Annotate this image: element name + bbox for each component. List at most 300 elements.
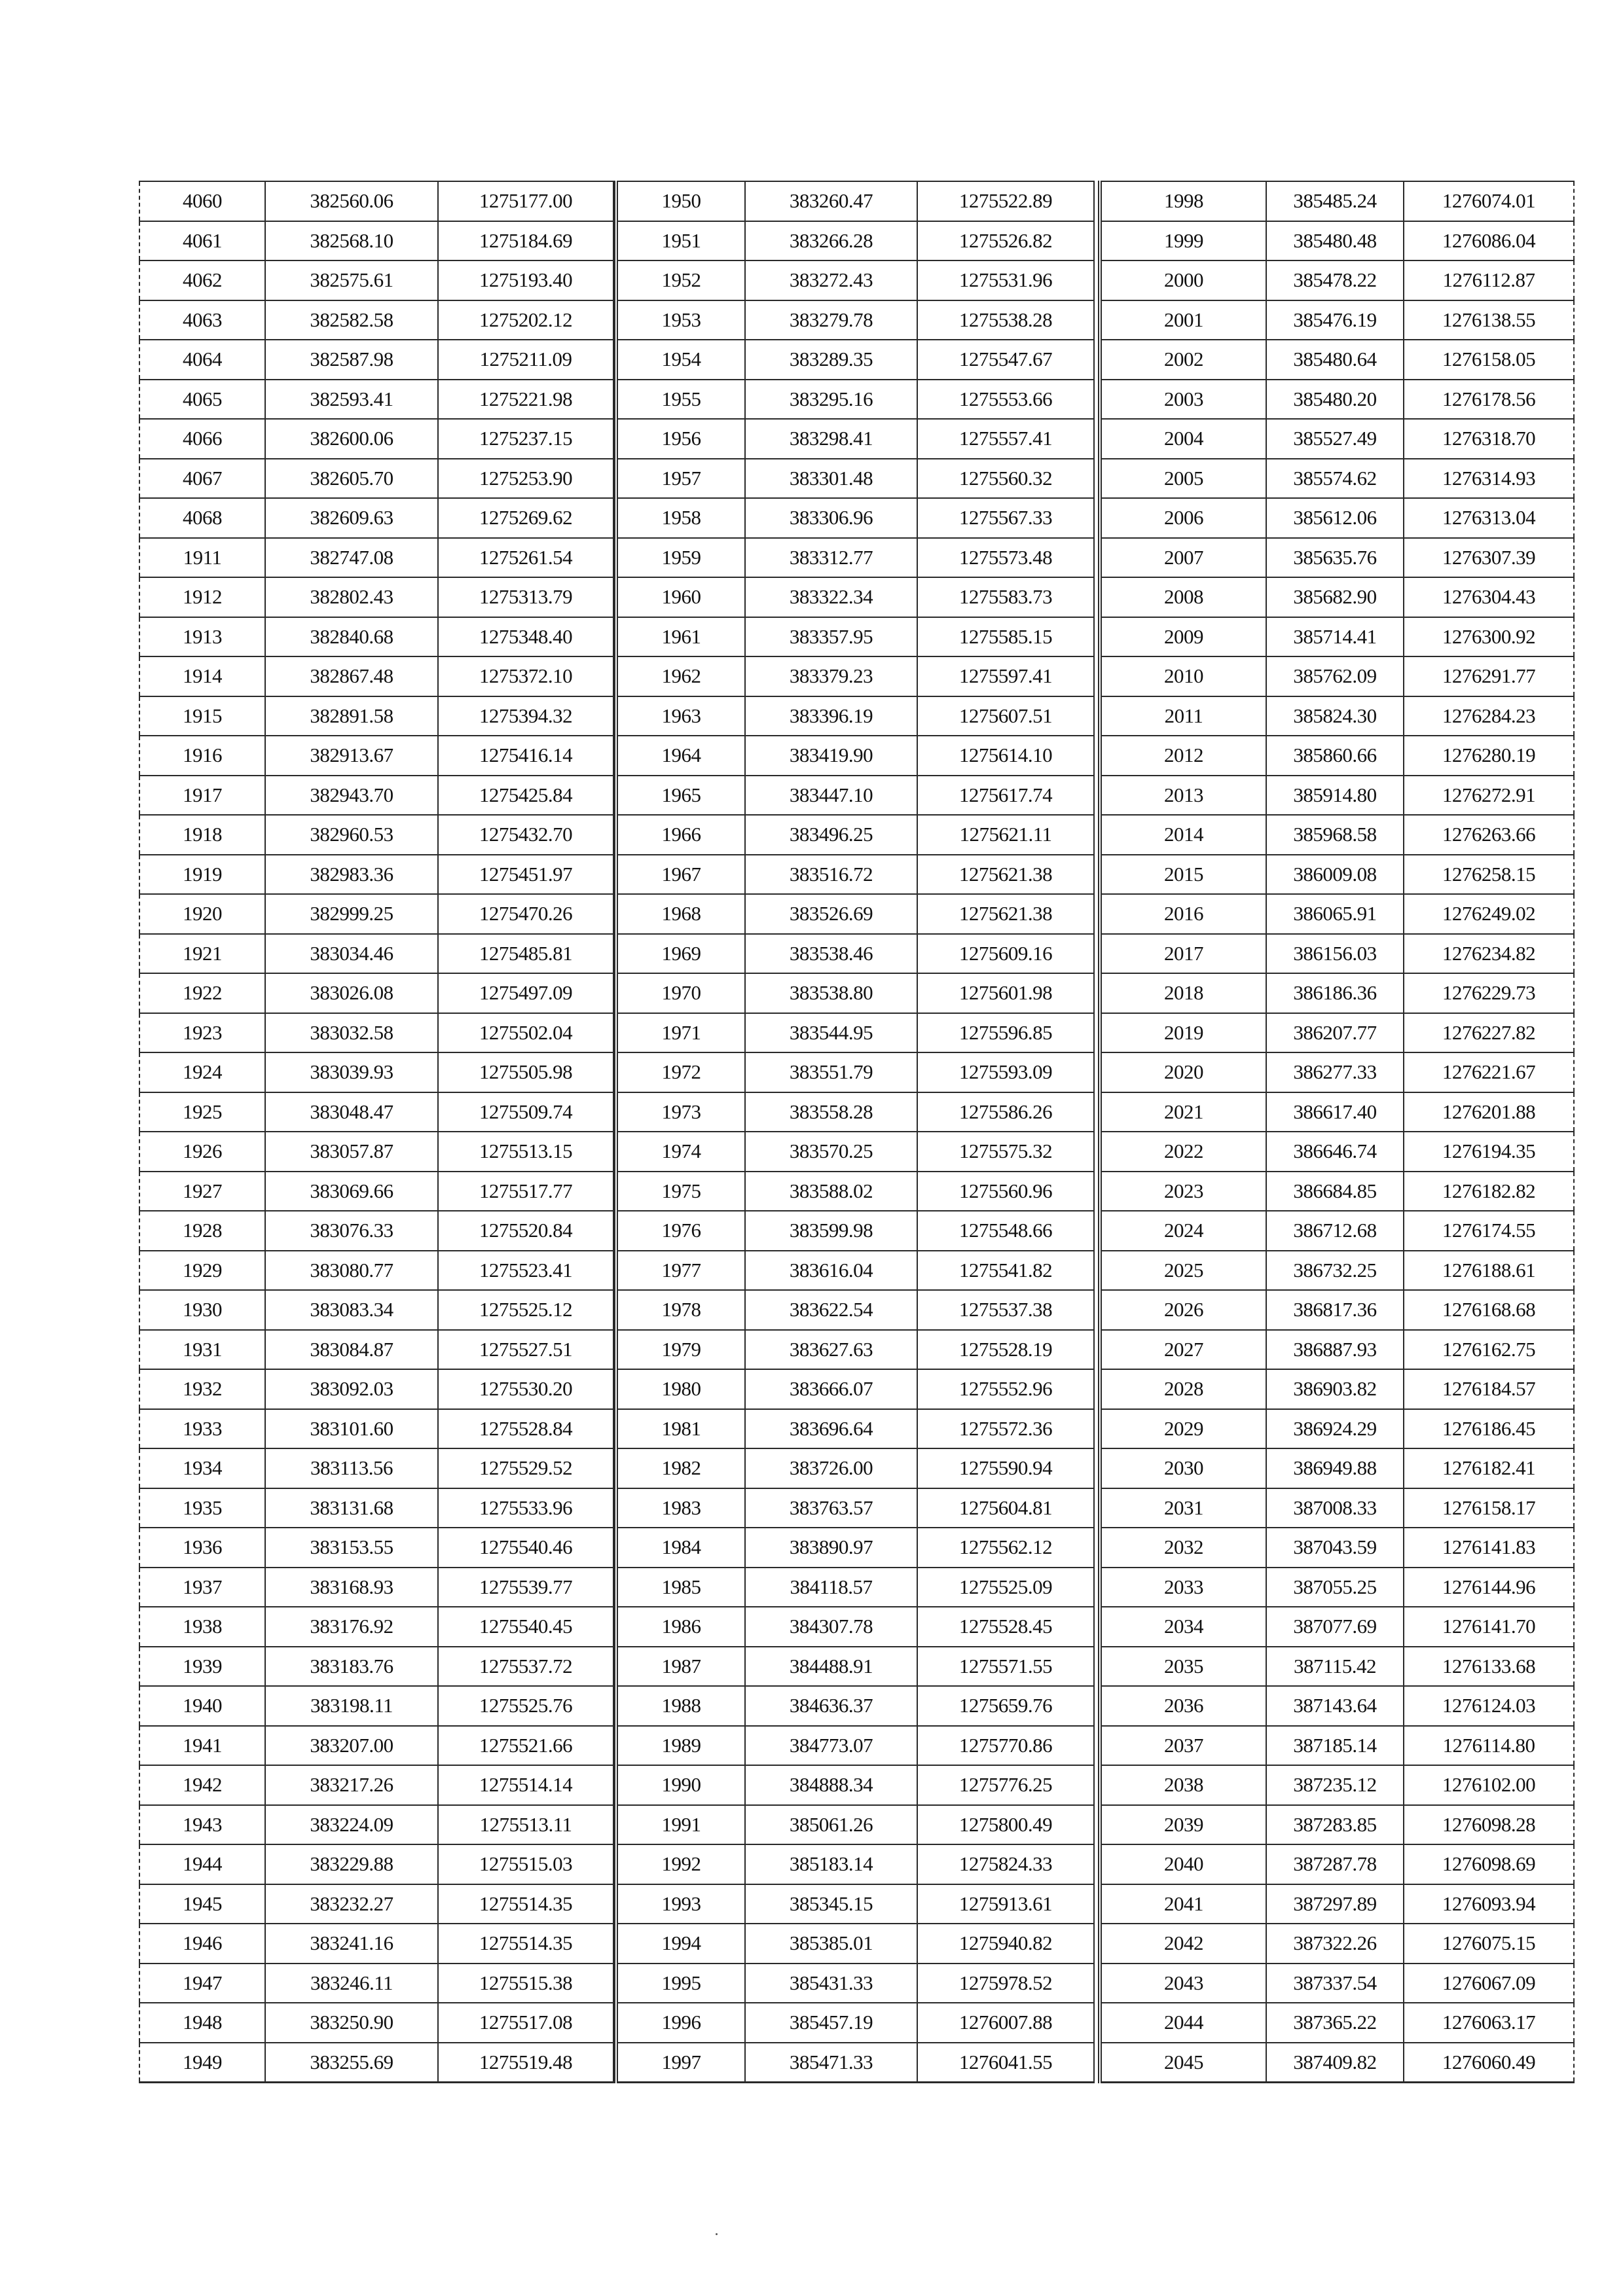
table-row	[616, 973, 1094, 1013]
point-number-cell: 1968	[616, 894, 745, 934]
table-row	[1100, 2043, 1574, 2083]
x-coordinate-cell: 382913.67	[265, 736, 438, 776]
y-coordinate-cell: 1275269.62	[438, 498, 613, 538]
table-row	[616, 1052, 1094, 1092]
point-number-cell: 1936	[139, 1528, 265, 1568]
point-number-cell: 1981	[616, 1409, 745, 1449]
point-number-cell: 1944	[139, 1844, 265, 1884]
y-coordinate-cell: 1275533.96	[438, 1488, 613, 1528]
table-row	[139, 855, 613, 895]
x-coordinate-cell: 382587.98	[265, 340, 438, 380]
y-coordinate-cell: 1275531.96	[917, 260, 1094, 300]
table-row	[1100, 538, 1574, 578]
y-coordinate-cell: 1275601.98	[917, 973, 1094, 1013]
table-row	[139, 340, 613, 380]
x-coordinate-cell: 383246.11	[265, 1964, 438, 2003]
x-coordinate-cell: 383232.27	[265, 1884, 438, 1924]
point-number-cell: 1949	[139, 2043, 265, 2083]
point-number-cell: 1994	[616, 1924, 745, 1964]
point-number-cell: 1979	[616, 1330, 745, 1370]
y-coordinate-cell: 1276124.03	[1404, 1686, 1574, 1726]
table-row	[139, 498, 613, 538]
y-coordinate-cell: 1276280.19	[1404, 736, 1574, 776]
point-number-cell: 1946	[139, 1924, 265, 1964]
x-coordinate-cell: 383255.69	[265, 2043, 438, 2083]
table-row	[139, 1448, 613, 1488]
point-number-cell: 1961	[616, 617, 745, 657]
coordinate-table-block-1	[139, 181, 614, 2083]
x-coordinate-cell: 382582.58	[265, 300, 438, 340]
x-coordinate-cell: 384888.34	[745, 1765, 917, 1805]
point-number-cell: 4060	[139, 181, 265, 221]
point-number-cell: 2039	[1100, 1805, 1266, 1845]
table-row	[139, 1409, 613, 1449]
point-number-cell: 1934	[139, 1448, 265, 1488]
x-coordinate-cell: 386903.82	[1266, 1369, 1404, 1409]
point-number-cell: 1929	[139, 1251, 265, 1291]
y-coordinate-cell: 1275497.09	[438, 973, 613, 1013]
table-row	[139, 1488, 613, 1528]
point-number-cell: 2001	[1100, 300, 1266, 340]
table-row	[1100, 498, 1574, 538]
x-coordinate-cell: 383034.46	[265, 934, 438, 974]
x-coordinate-cell: 383622.54	[745, 1290, 917, 1330]
point-number-cell: 2043	[1100, 1964, 1266, 2003]
y-coordinate-cell: 1275509.74	[438, 1092, 613, 1132]
point-number-cell: 2015	[1100, 855, 1266, 895]
x-coordinate-cell: 383599.98	[745, 1211, 917, 1251]
table-row	[1100, 221, 1574, 261]
table-row	[1100, 181, 1574, 221]
table-row	[1100, 1568, 1574, 1607]
point-number-cell: 1927	[139, 1172, 265, 1211]
y-coordinate-cell: 1275517.77	[438, 1172, 613, 1211]
y-coordinate-cell: 1276178.56	[1404, 380, 1574, 420]
y-coordinate-cell: 1276144.96	[1404, 1568, 1574, 1607]
x-coordinate-cell: 385527.49	[1266, 419, 1404, 459]
point-number-cell: 1980	[616, 1369, 745, 1409]
point-number-cell: 1959	[616, 538, 745, 578]
table-row	[616, 1686, 1094, 1726]
x-coordinate-cell: 383084.87	[265, 1330, 438, 1370]
y-coordinate-cell: 1275521.66	[438, 1726, 613, 1766]
x-coordinate-cell: 387283.85	[1266, 1805, 1404, 1845]
point-number-cell: 4067	[139, 459, 265, 499]
table-row	[1100, 1686, 1574, 1726]
table-row	[1100, 1924, 1574, 1964]
y-coordinate-cell: 1275261.54	[438, 538, 613, 578]
y-coordinate-cell: 1275978.52	[917, 1964, 1094, 2003]
y-coordinate-cell: 1275571.55	[917, 1647, 1094, 1687]
point-number-cell: 1956	[616, 419, 745, 459]
point-number-cell: 1938	[139, 1607, 265, 1647]
table-row	[616, 1607, 1094, 1647]
y-coordinate-cell: 1276227.82	[1404, 1013, 1574, 1053]
y-coordinate-cell: 1275451.97	[438, 855, 613, 895]
table-row	[1100, 459, 1574, 499]
point-number-cell: 2038	[1100, 1765, 1266, 1805]
y-coordinate-cell: 1275253.90	[438, 459, 613, 499]
point-number-cell: 2021	[1100, 1092, 1266, 1132]
x-coordinate-cell: 382867.48	[265, 656, 438, 696]
y-coordinate-cell: 1275552.96	[917, 1369, 1094, 1409]
x-coordinate-cell: 383250.90	[265, 2003, 438, 2043]
point-number-cell: 1926	[139, 1132, 265, 1172]
x-coordinate-cell: 383241.16	[265, 1924, 438, 1964]
point-number-cell: 2008	[1100, 577, 1266, 617]
table-row	[139, 1568, 613, 1607]
y-coordinate-cell: 1276188.61	[1404, 1251, 1574, 1291]
x-coordinate-cell: 382999.25	[265, 894, 438, 934]
point-number-cell: 2023	[1100, 1172, 1266, 1211]
table-row	[616, 300, 1094, 340]
point-number-cell: 1971	[616, 1013, 745, 1053]
x-coordinate-cell: 383312.77	[745, 538, 917, 578]
x-coordinate-cell: 383032.58	[265, 1013, 438, 1053]
x-coordinate-cell: 386156.03	[1266, 934, 1404, 974]
table-row	[1100, 300, 1574, 340]
table-row	[139, 1884, 613, 1924]
x-coordinate-cell: 383080.77	[265, 1251, 438, 1291]
y-coordinate-cell: 1276182.82	[1404, 1172, 1574, 1211]
point-number-cell: 1990	[616, 1765, 745, 1805]
table-row	[139, 577, 613, 617]
point-number-cell: 1933	[139, 1409, 265, 1449]
x-coordinate-cell: 387235.12	[1266, 1765, 1404, 1805]
table-row	[139, 1805, 613, 1845]
x-coordinate-cell: 383588.02	[745, 1172, 917, 1211]
x-coordinate-cell: 383419.90	[745, 736, 917, 776]
table-row	[616, 736, 1094, 776]
point-number-cell: 1925	[139, 1092, 265, 1132]
point-number-cell: 2022	[1100, 1132, 1266, 1172]
y-coordinate-cell: 1275800.49	[917, 1805, 1094, 1845]
table-row	[1100, 1607, 1574, 1647]
x-coordinate-cell: 383570.25	[745, 1132, 917, 1172]
table-row	[616, 1884, 1094, 1924]
table-row	[139, 1013, 613, 1053]
y-coordinate-cell: 1275184.69	[438, 221, 613, 261]
table-row	[139, 1765, 613, 1805]
y-coordinate-cell: 1276272.91	[1404, 776, 1574, 816]
y-coordinate-cell: 1275659.76	[917, 1686, 1094, 1726]
y-coordinate-cell: 1276112.87	[1404, 260, 1574, 300]
table-row	[616, 2003, 1094, 2043]
x-coordinate-cell: 383538.46	[745, 934, 917, 974]
point-number-cell: 4068	[139, 498, 265, 538]
y-coordinate-cell: 1275567.33	[917, 498, 1094, 538]
y-coordinate-cell: 1276284.23	[1404, 696, 1574, 736]
x-coordinate-cell: 383131.68	[265, 1488, 438, 1528]
point-number-cell: 2044	[1100, 2003, 1266, 2043]
point-number-cell: 1970	[616, 973, 745, 1013]
x-coordinate-cell: 383298.41	[745, 419, 917, 459]
point-number-cell: 1986	[616, 1607, 745, 1647]
x-coordinate-cell: 387185.14	[1266, 1726, 1404, 1766]
y-coordinate-cell: 1275529.52	[438, 1448, 613, 1488]
y-coordinate-cell: 1276201.88	[1404, 1092, 1574, 1132]
y-coordinate-cell: 1275617.74	[917, 776, 1094, 816]
y-coordinate-cell: 1276060.49	[1404, 2043, 1574, 2083]
table-row	[1100, 776, 1574, 816]
point-number-cell: 2014	[1100, 815, 1266, 855]
x-coordinate-cell: 383496.25	[745, 815, 917, 855]
point-number-cell: 1912	[139, 577, 265, 617]
table-row	[1100, 973, 1574, 1013]
y-coordinate-cell: 1276098.28	[1404, 1805, 1574, 1845]
x-coordinate-cell: 383057.87	[265, 1132, 438, 1172]
point-number-cell: 1974	[616, 1132, 745, 1172]
y-coordinate-cell: 1275596.85	[917, 1013, 1094, 1053]
point-number-cell: 1942	[139, 1765, 265, 1805]
table-row	[616, 1488, 1094, 1528]
x-coordinate-cell: 386712.68	[1266, 1211, 1404, 1251]
x-coordinate-cell: 383039.93	[265, 1052, 438, 1092]
table-row	[139, 934, 613, 974]
x-coordinate-cell: 385714.41	[1266, 617, 1404, 657]
y-coordinate-cell: 1275528.19	[917, 1330, 1094, 1370]
y-coordinate-cell: 1276075.15	[1404, 1924, 1574, 1964]
table-row	[139, 459, 613, 499]
point-number-cell: 4064	[139, 340, 265, 380]
point-number-cell: 2009	[1100, 617, 1266, 657]
y-coordinate-cell: 1275539.77	[438, 1568, 613, 1607]
point-number-cell: 1998	[1100, 181, 1266, 221]
x-coordinate-cell: 386684.85	[1266, 1172, 1404, 1211]
x-coordinate-cell: 386732.25	[1266, 1251, 1404, 1291]
table-row	[1100, 1805, 1574, 1845]
table-row	[1100, 1013, 1574, 1053]
y-coordinate-cell: 1275372.10	[438, 656, 613, 696]
x-coordinate-cell: 385480.20	[1266, 380, 1404, 420]
table-row	[616, 538, 1094, 578]
table-row	[616, 1013, 1094, 1053]
table-row	[139, 1330, 613, 1370]
y-coordinate-cell: 1275621.11	[917, 815, 1094, 855]
table-row	[616, 696, 1094, 736]
y-coordinate-cell: 1275513.11	[438, 1805, 613, 1845]
y-coordinate-cell: 1275505.98	[438, 1052, 613, 1092]
x-coordinate-cell: 384773.07	[745, 1726, 917, 1766]
y-coordinate-cell: 1276300.92	[1404, 617, 1574, 657]
x-coordinate-cell: 386277.33	[1266, 1052, 1404, 1092]
point-number-cell: 2017	[1100, 934, 1266, 974]
table-row	[616, 577, 1094, 617]
table-row	[139, 1924, 613, 1964]
point-number-cell: 2031	[1100, 1488, 1266, 1528]
point-number-cell: 2006	[1100, 498, 1266, 538]
table-row	[139, 1092, 613, 1132]
x-coordinate-cell: 385385.01	[745, 1924, 917, 1964]
y-coordinate-cell: 1275515.03	[438, 1844, 613, 1884]
y-coordinate-cell: 1275573.48	[917, 538, 1094, 578]
y-coordinate-cell: 1275537.38	[917, 1290, 1094, 1330]
table-row	[1100, 696, 1574, 736]
table-row	[139, 1647, 613, 1687]
table-row	[139, 617, 613, 657]
table-row	[1100, 1528, 1574, 1568]
y-coordinate-cell: 1275553.66	[917, 380, 1094, 420]
point-number-cell: 1943	[139, 1805, 265, 1845]
x-coordinate-cell: 383101.60	[265, 1409, 438, 1449]
point-number-cell: 1962	[616, 656, 745, 696]
x-coordinate-cell: 383538.80	[745, 973, 917, 1013]
point-number-cell: 2027	[1100, 1330, 1266, 1370]
table-row	[139, 181, 613, 221]
y-coordinate-cell: 1275514.35	[438, 1924, 613, 1964]
table-row	[1100, 577, 1574, 617]
y-coordinate-cell: 1276318.70	[1404, 419, 1574, 459]
x-coordinate-cell: 383113.56	[265, 1448, 438, 1488]
y-coordinate-cell: 1276221.67	[1404, 1052, 1574, 1092]
point-number-cell: 1993	[616, 1884, 745, 1924]
y-coordinate-cell: 1275614.10	[917, 736, 1094, 776]
x-coordinate-cell: 385480.48	[1266, 221, 1404, 261]
y-coordinate-cell: 1275593.09	[917, 1052, 1094, 1092]
y-coordinate-cell: 1275548.66	[917, 1211, 1094, 1251]
y-coordinate-cell: 1276182.41	[1404, 1448, 1574, 1488]
x-coordinate-cell: 383198.11	[265, 1686, 438, 1726]
point-number-cell: 1950	[616, 181, 745, 221]
y-coordinate-cell: 1275514.14	[438, 1765, 613, 1805]
point-number-cell: 1960	[616, 577, 745, 617]
y-coordinate-cell: 1275776.25	[917, 1765, 1094, 1805]
point-number-cell: 2030	[1100, 1448, 1266, 1488]
point-number-cell: 1931	[139, 1330, 265, 1370]
x-coordinate-cell: 383763.57	[745, 1488, 917, 1528]
table-row	[1100, 815, 1574, 855]
table-row	[616, 1568, 1094, 1607]
table-row	[616, 617, 1094, 657]
y-coordinate-cell: 1275432.70	[438, 815, 613, 855]
y-coordinate-cell: 1276093.94	[1404, 1884, 1574, 1924]
point-number-cell: 2028	[1100, 1369, 1266, 1409]
x-coordinate-cell: 383176.92	[265, 1607, 438, 1647]
point-number-cell: 2033	[1100, 1568, 1266, 1607]
x-coordinate-cell: 382605.70	[265, 459, 438, 499]
y-coordinate-cell: 1275528.84	[438, 1409, 613, 1449]
x-coordinate-cell: 387043.59	[1266, 1528, 1404, 1568]
y-coordinate-cell: 1276141.70	[1404, 1607, 1574, 1647]
table-row	[1100, 1052, 1574, 1092]
table-row	[139, 1964, 613, 2003]
y-coordinate-cell: 1276138.55	[1404, 300, 1574, 340]
x-coordinate-cell: 382593.41	[265, 380, 438, 420]
point-number-cell: 1945	[139, 1884, 265, 1924]
point-number-cell: 1917	[139, 776, 265, 816]
point-number-cell: 1964	[616, 736, 745, 776]
point-number-cell: 1963	[616, 696, 745, 736]
x-coordinate-cell: 386065.91	[1266, 894, 1404, 934]
x-coordinate-cell: 382575.61	[265, 260, 438, 300]
point-number-cell: 2024	[1100, 1211, 1266, 1251]
y-coordinate-cell: 1276168.68	[1404, 1290, 1574, 1330]
y-coordinate-cell: 1275770.86	[917, 1726, 1094, 1766]
y-coordinate-cell: 1275575.32	[917, 1132, 1094, 1172]
y-coordinate-cell: 1275520.84	[438, 1211, 613, 1251]
y-coordinate-cell: 1275583.73	[917, 577, 1094, 617]
x-coordinate-cell: 386817.36	[1266, 1290, 1404, 1330]
table-row	[139, 1172, 613, 1211]
y-coordinate-cell: 1275597.41	[917, 656, 1094, 696]
point-number-cell: 2011	[1100, 696, 1266, 736]
x-coordinate-cell: 386617.40	[1266, 1092, 1404, 1132]
table-row	[139, 656, 613, 696]
y-coordinate-cell: 1275221.98	[438, 380, 613, 420]
y-coordinate-cell: 1276041.55	[917, 2043, 1094, 2083]
y-coordinate-cell: 1276313.04	[1404, 498, 1574, 538]
x-coordinate-cell: 387287.78	[1266, 1844, 1404, 1884]
table-row	[139, 1726, 613, 1766]
point-number-cell: 1939	[139, 1647, 265, 1687]
x-coordinate-cell: 385183.14	[745, 1844, 917, 1884]
x-coordinate-cell: 382983.36	[265, 855, 438, 895]
coordinate-table-block-3	[1098, 181, 1575, 2083]
x-coordinate-cell: 382840.68	[265, 617, 438, 657]
x-coordinate-cell: 383272.43	[745, 260, 917, 300]
point-number-cell: 2041	[1100, 1884, 1266, 1924]
point-number-cell: 1952	[616, 260, 745, 300]
x-coordinate-cell: 385480.64	[1266, 340, 1404, 380]
x-coordinate-cell: 385574.62	[1266, 459, 1404, 499]
y-coordinate-cell: 1276263.66	[1404, 815, 1574, 855]
scan-speck	[716, 2233, 718, 2235]
y-coordinate-cell: 1276133.68	[1404, 1647, 1574, 1687]
x-coordinate-cell: 383217.26	[265, 1765, 438, 1805]
point-number-cell: 4065	[139, 380, 265, 420]
table-row	[616, 1369, 1094, 1409]
point-number-cell: 2040	[1100, 1844, 1266, 1884]
y-coordinate-cell: 1275522.89	[917, 181, 1094, 221]
table-row	[1100, 855, 1574, 895]
y-coordinate-cell: 1275485.81	[438, 934, 613, 974]
table-row	[616, 855, 1094, 895]
x-coordinate-cell: 386949.88	[1266, 1448, 1404, 1488]
y-coordinate-cell: 1275527.51	[438, 1330, 613, 1370]
table-row	[616, 2043, 1094, 2083]
x-coordinate-cell: 382609.63	[265, 498, 438, 538]
y-coordinate-cell: 1275202.12	[438, 300, 613, 340]
y-coordinate-cell: 1275193.40	[438, 260, 613, 300]
y-coordinate-cell: 1275590.94	[917, 1448, 1094, 1488]
table-row	[616, 1765, 1094, 1805]
point-number-cell: 1967	[616, 855, 745, 895]
point-number-cell: 4062	[139, 260, 265, 300]
x-coordinate-cell: 387409.82	[1266, 2043, 1404, 2083]
point-number-cell: 2035	[1100, 1647, 1266, 1687]
point-number-cell: 1947	[139, 1964, 265, 2003]
table-row	[139, 419, 613, 459]
y-coordinate-cell: 1275540.46	[438, 1528, 613, 1568]
table-row	[139, 1251, 613, 1291]
table-row	[139, 1290, 613, 1330]
point-number-cell: 1919	[139, 855, 265, 895]
table-row	[139, 2043, 613, 2083]
point-number-cell: 1911	[139, 538, 265, 578]
table-row	[1100, 1844, 1574, 1884]
x-coordinate-cell: 383083.34	[265, 1290, 438, 1330]
x-coordinate-cell: 382943.70	[265, 776, 438, 816]
y-coordinate-cell: 1276074.01	[1404, 181, 1574, 221]
table-row	[1100, 1211, 1574, 1251]
x-coordinate-cell: 383069.66	[265, 1172, 438, 1211]
x-coordinate-cell: 384118.57	[745, 1568, 917, 1607]
table-row	[1100, 1172, 1574, 1211]
x-coordinate-cell: 383890.97	[745, 1528, 917, 1568]
y-coordinate-cell: 1275528.45	[917, 1607, 1094, 1647]
y-coordinate-cell: 1275560.32	[917, 459, 1094, 499]
table-row	[616, 1647, 1094, 1687]
